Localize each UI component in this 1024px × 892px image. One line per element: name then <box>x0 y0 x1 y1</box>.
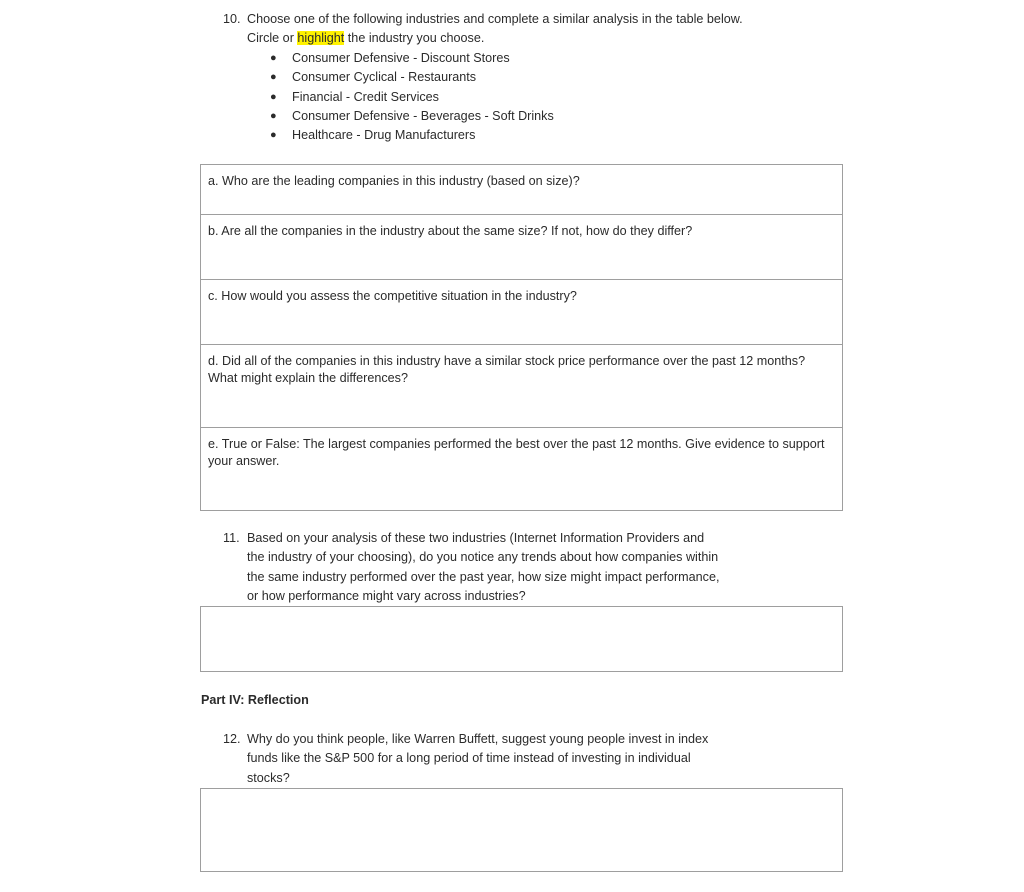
question-number: 11. <box>223 531 240 545</box>
table-cell-e[interactable]: e. True or False: The largest companies performed the best over the past 12 months. Give evidence to support your answer. <box>201 428 843 511</box>
table-cell-d[interactable]: d. Did all of the companies in this industry have a similar stock price performance over the past 12 months? What might explain the differences? <box>201 345 843 428</box>
table-cell-a[interactable]: a. Who are the leading companies in this industry (based on size)? <box>201 165 843 215</box>
table-row <box>201 428 843 511</box>
table-row <box>201 215 843 280</box>
question-11 <box>223 529 723 606</box>
list-item[interactable] <box>270 126 554 145</box>
option-label: Financial - Credit Services <box>292 89 439 104</box>
table-row <box>201 345 843 428</box>
question-12 <box>223 730 723 788</box>
question-text: Based on your analysis of these two industries (Internet Information Providers and the industry of your choosing), do you notice any trends about how companies within the same industry performed over the past year, how size might impact performance, or how performance might vary across industries? <box>247 531 720 603</box>
bullet-icon: ● <box>270 71 277 84</box>
bullet-icon: ● <box>270 52 277 64</box>
question-number: 12. <box>223 732 241 746</box>
table-cell-c[interactable]: c. How would you assess the competitive situation in the industry? <box>201 280 843 345</box>
option-label: Consumer Defensive - Beverages - Soft Drinks <box>292 108 554 123</box>
list-item[interactable] <box>270 88 554 107</box>
list-item[interactable] <box>270 49 554 68</box>
question-text-start: Choose one of the following industries and complete a similar analysis in the table below. Circle or <box>247 12 743 46</box>
option-label: Consumer Defensive - Discount Stores <box>292 51 510 65</box>
question-text-end: the industry you choose. <box>344 31 485 46</box>
answer-box-q11[interactable] <box>200 606 843 672</box>
question-text: Why do you think people, like Warren Buffett, suggest young people invest in index funds like the S&P 500 for a long period of time instead of investing in individual stocks? <box>247 732 709 785</box>
list-item[interactable] <box>270 68 554 87</box>
question-text <box>247 10 743 49</box>
bullet-icon: ● <box>270 129 277 142</box>
option-label: Consumer Cyclical - Restaurants <box>292 70 477 85</box>
answer-box-q12[interactable] <box>200 788 843 872</box>
list-item[interactable] <box>270 107 554 126</box>
section-heading: Part IV: Reflection <box>201 693 309 707</box>
table-cell-b[interactable]: b. Are all the companies in the industry about the same size? If not, how do they differ? <box>201 215 843 280</box>
bullet-icon: ● <box>270 90 277 103</box>
table-row <box>201 280 843 345</box>
table-row <box>201 165 843 215</box>
highlighted-word: highlight <box>297 31 345 46</box>
bullet-icon: ● <box>270 109 277 122</box>
option-label: Healthcare - Drug Manufacturers <box>292 128 476 143</box>
industry-options-list <box>270 49 554 145</box>
analysis-table <box>200 164 843 511</box>
question-number: 10. <box>223 12 241 26</box>
question-10 <box>223 10 743 49</box>
